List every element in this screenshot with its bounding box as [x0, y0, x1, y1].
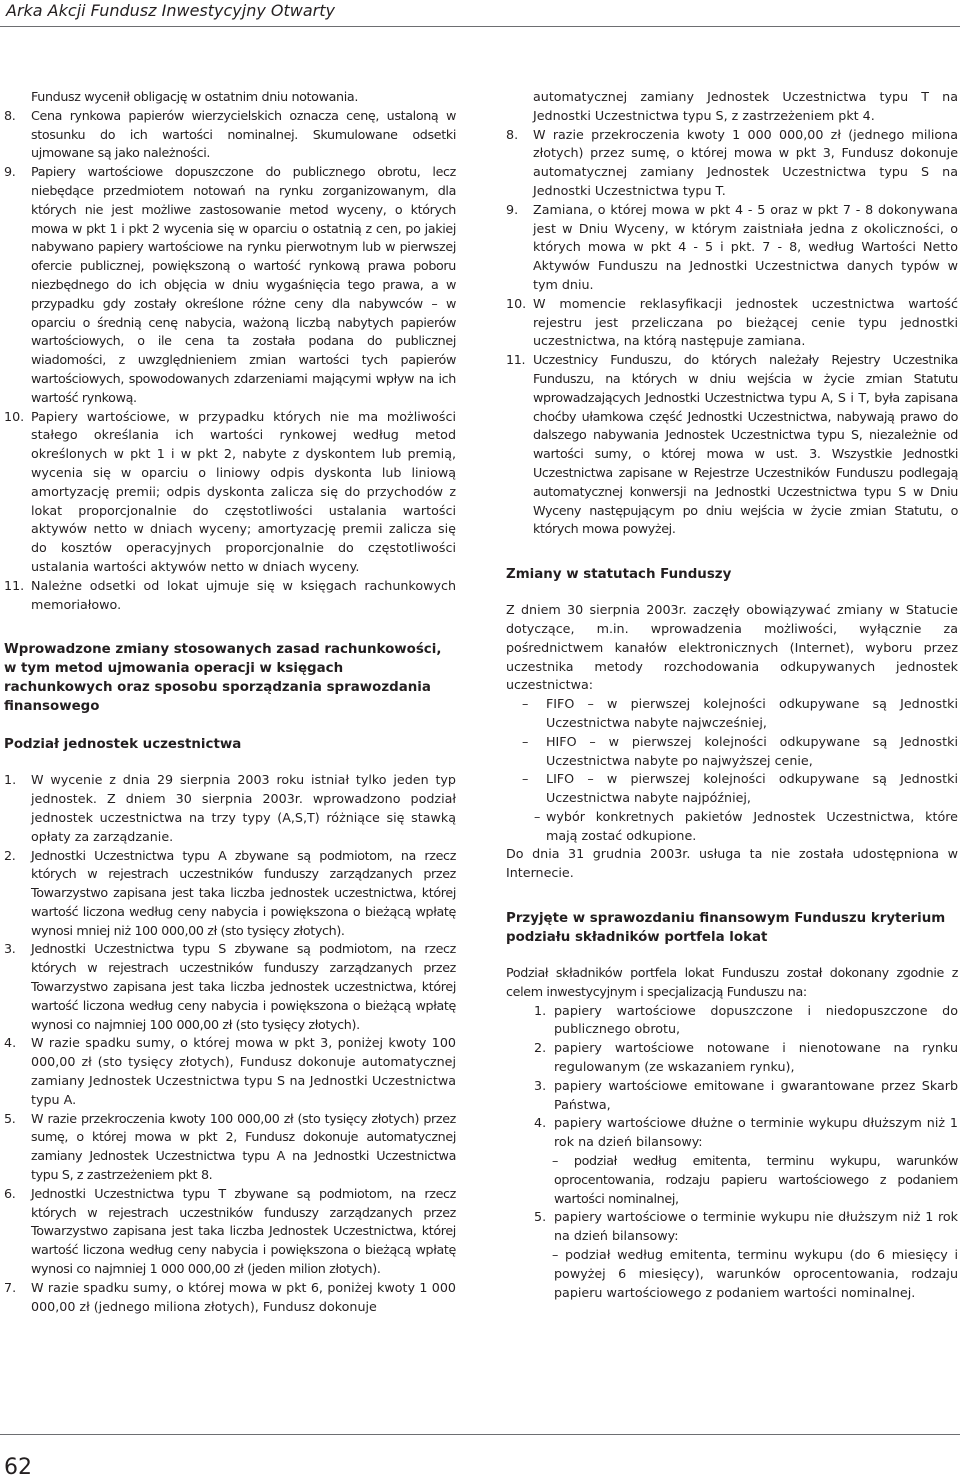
item-text: Jednostki Uczestnictwa typu A zbywane są podmiotom, na rzecz których w rejestrach uczestników funduszy zarządzanych przez Towarzystwo zapisana jest taka liczba jednostek uczestnictwa, której wartość liczona według ceny nabycia i powiększona o bieżącą wpłatę wynosi mniej niż 100 000,00 zł (sto tysięcy złotych). — [31, 847, 456, 938]
item-number: 10. — [4, 408, 25, 424]
list-item — [506, 351, 958, 539]
paragraph-continued: automatycznej zamiany Jednostek Uczestnictwa typu T na Jednostki Uczestnictwa typu S, z zastrzeżeniem pkt 4. — [533, 89, 958, 123]
item-number: 5. — [4, 1110, 16, 1126]
item-text: Jednostki Uczestnictwa typu T zbywane są podmiotom, na rzecz których w rejestrach uczestników funduszy zarządzanych przez Towarzystwo zapisana jest taka liczba Jednostek Uczestnictwa, której wartość liczona według ceny nabycia i powiększona o bieżącą wpłatę wynosi co najmniej 1 000 000,00 zł (jeden milion złotych). — [31, 1185, 456, 1277]
section-heading: Zmiany w statutach Funduszy — [506, 567, 732, 583]
item-number: 10. — [506, 295, 527, 311]
list-item — [506, 1208, 958, 1246]
item-number: 5. — [534, 1209, 547, 1225]
paragraph: Podział składników portfela lokat Funduszu został dokonany zgodnie z celem inwestycyjnym i specjalizacją Funduszu na: — [506, 965, 958, 999]
item-number: 3. — [534, 1077, 547, 1093]
page-number: 62 — [4, 1455, 32, 1480]
item-text: Papiery wartościowe, w przypadku których nie ma możliwości stałego określania ich wartości rynkowej według metod określonych w pkt 1 i w pkt 2, nabyte z dyskontem lub premią, wycenia się w oparciu o liniowy odpis dyskonta lub liniową amortyzację premii; odpis dyskonta zalicza się do przychodów z lokat proporcjonalnie do częstotliwości ustalania wartości aktywów netto w dniach wyceny; amortyzację premii zalicza się do kosztów operacyjnych proporcjonalnie do częstotliwości ustalania wartości aktywów netto w dniach wyceny. — [31, 408, 456, 574]
item-text: papiery wartościowe dłużne o terminie wykupu dłuższym niż 1 rok na dzień bilansowy: — [554, 1115, 958, 1150]
list-item — [4, 1279, 456, 1317]
item-text: FIFO – w pierwszej kolejności odkupywane są Jednostki Uczestnictwa nabyte najwcześniej, — [546, 696, 958, 730]
item-number: 11. — [4, 577, 25, 593]
list-item — [4, 1034, 456, 1109]
page-header — [0, 0, 960, 27]
item-text: Jednostki Uczestnictwa typu S zbywane są podmiotom, na rzecz których w rejestrach uczestników funduszy zarządzanych przez Towarzystwo zapisana jest taka liczba jednostek uczestnictwa, której wartość liczona według ceny nabycia i powiększona o bieżącą wpłatę wynosi co najmniej 100 000,00 zł (sto tysięcy złotych). — [31, 941, 456, 1032]
item-text: W razie przekroczenia kwoty 1 000 000,00 zł (jednego miliona złotych) przez sumę, o której mowa w pkt 3, Fundusz dokonuje automatycznej zamiany Jednostek Uczestnictwa typu S na Jednostki Uczestnictwa typu T. — [533, 126, 958, 198]
dash-bullet: – — [534, 808, 541, 824]
item-text: LIFO – w pierwszej kolejności odkupywane są Jednostki Uczestnictwa nabyte najpóźniej, — [546, 771, 958, 806]
list-item — [4, 107, 456, 163]
item-number: 9. — [4, 164, 16, 180]
list-item — [506, 295, 958, 351]
item-number: 7. — [4, 1279, 17, 1295]
list-item — [506, 126, 958, 201]
section-heading: Wprowadzone zmiany stosowanych zasad rachunkowości, w tym metod ujmowania operacji w księgach rachunkowych oraz sposobu sporządzania sprawozdania finansowego — [4, 642, 442, 715]
left-column — [4, 88, 456, 1316]
list-item — [4, 408, 456, 577]
dash-bullet: – — [522, 771, 529, 787]
paragraph-intro: Fundusz wycenił obligację w ostatnim dniu notowania. — [31, 89, 359, 104]
list-item — [506, 1002, 958, 1040]
list-item — [506, 1077, 958, 1115]
item-text: papiery wartościowe emitowane i gwarantowane przez Skarb Państwa, — [554, 1077, 958, 1112]
list-item — [4, 577, 456, 615]
header-title: Arka Akcji Fundusz Inwestycyjny Otwarty — [6, 1, 335, 20]
item-number: 1. — [4, 772, 17, 788]
item-text: W momencie reklasyfikacji jednostek uczestnictwa wartość rejestru jest przeliczana po bieżącej cenie typu jednostki uczestnictwa, na którą następuje zamiana. — [533, 295, 958, 349]
list-item — [506, 733, 958, 771]
item-text: papiery wartościowe notowane i nienotowane na rynku regulowanym (ze wskazaniem rynku), — [554, 1040, 958, 1075]
sub-item: – podział według emitenta, terminu wykupu, warunków oprocentowania, rodzaju papieru wartościowego z podaniem wartości nominalnej, — [552, 1153, 958, 1206]
item-text: W razie spadku sumy, o której mowa w pkt 3, poniżej kwoty 100 000,00 zł (sto tysięcy złotych), Fundusz dokonuje automatycznej zamiany Jednostek Uczestnictwa typu S na Jednostki Uczestnictwa typu A. — [31, 1035, 456, 1107]
list-item — [506, 808, 958, 846]
sub-item: – podział według emitenta, terminu wykupu (do 6 miesięcy i powyżej 6 miesięcy), warunków oprocentowania, rodzaju papieru wartościowego z podaniem wartości nominalnej. — [552, 1247, 958, 1300]
list-item — [4, 771, 456, 846]
item-text: HIFO – w pierwszej kolejności odkupywane są Jednostki Uczestnictwa nabyte po najwyższej cenie, — [546, 733, 958, 768]
list-item — [4, 940, 456, 1034]
list-item — [506, 1114, 958, 1152]
paragraph: Do dnia 31 grudnia 2003r. usługa ta nie została udostępniona w Internecie. — [506, 846, 958, 881]
item-number: 2. — [4, 847, 16, 863]
list-item — [4, 847, 456, 941]
item-number: 8. — [4, 107, 16, 123]
item-text: Należne odsetki od lokat ujmuje się w księgach rachunkowych memoriałowo. — [31, 577, 456, 612]
item-number: 9. — [506, 201, 519, 217]
dash-bullet: – — [522, 733, 529, 749]
item-text: W razie spadku sumy, o której mowa w pkt 6, poniżej kwoty 1 000 000,00 zł (jednego miliona złotych), Fundusz dokonuje — [31, 1279, 456, 1314]
item-number: 11. — [506, 352, 526, 368]
item-text: wybór konkretnych pakietów Jednostek Uczestnictwa, które mają zostać odkupione. — [546, 808, 958, 843]
item-number: 3. — [4, 941, 16, 957]
footer-divider — [0, 1434, 960, 1435]
paragraph: Z dniem 30 sierpnia 2003r. zaczęły obowiązywać zmiany w Statucie dotyczące, m.in. wprowadzenia możliwości, wyłącznie za pośrednictwem kanałów elektronicznych (Internet), wyboru przez uczestnika metody rozchodowania odkupywanych jednostek uczestnictwa: — [506, 602, 958, 693]
list-item — [506, 1039, 958, 1077]
right-column — [506, 88, 958, 1302]
item-number: 8. — [506, 126, 519, 142]
list-item — [4, 1185, 456, 1279]
item-number: 6. — [4, 1185, 16, 1201]
item-text: Zamiana, o której mowa w pkt 4 - 5 oraz w pkt 7 - 8 dokonywana jest w Dniu Wyceny, w którym zaistniała jedna z okoliczności, o których mowa w pkt 4 - 5 i pkt. 7 - 8, według Wartości Netto Aktywów Funduszu na Jednostki Uczestnictwa danych typów w tym dniu. — [533, 201, 958, 292]
list-item — [506, 201, 958, 295]
dash-bullet: – — [522, 696, 529, 712]
section-heading: Podział jednostek uczestnictwa — [4, 737, 242, 753]
item-number: 4. — [534, 1115, 547, 1131]
item-text: Papiery wartościowe dopuszczone do publicznego obrotu, lecz niebędące przedmiotem notowań na rynku zorganizowanym, dla których nie jest możliwe zastosowanie metod wyceny, o których mowa w pkt 1 i pkt 2 wycenia się w oparciu o ostatnią z cen, po jakiej nabywano papiery wartościowe na rynku pierwotnym lub w pierwszej ofercie publicznej, powiększoną o wartość rynkową prawa poboru niezbędnego do ich objęcia w dniu wygaśnięcia tego prawa, a w przypadku gdy zostały określone różne ceny dla nabywców – w oparciu o średnią cenę nabycia, ważoną liczbą nabytych papierów wartościowych, o ile cena ta została podana do publicznej wiadomości, z uwzględnieniem zmian wartości tych papierów wartościowych, spowodowanych zdarzeniami mającymi wpływ na ich wartość rynkową. — [31, 164, 456, 405]
portfolio-list — [506, 1002, 958, 1303]
item-text: papiery wartościowe dopuszczone i niedopuszczone do publicznego obrotu, — [554, 1002, 958, 1037]
list-item — [506, 770, 958, 808]
list-item — [4, 1110, 456, 1185]
list-item — [4, 163, 456, 407]
item-number: 4. — [4, 1035, 17, 1051]
item-text: papiery wartościowe o terminie wykupu nie dłuższym niż 1 rok na dzień bilansowy: — [554, 1209, 958, 1244]
item-text: W wycenie z dnia 29 sierpnia 2003 roku istniał tylko jeden typ jednostek. Z dniem 30 sierpnia 2003r. wprowadzono podział jednostek uczestnictwa na trzy typy (A,S,T) różniące się stawką opłaty za zarządzanie. — [31, 772, 456, 844]
item-number: 2. — [534, 1040, 547, 1056]
item-text: Uczestnicy Funduszu, do których należały Rejestry Uczestnika Funduszu, na których w dniu wejścia w życie zmian Statutu wprowadzających Jednostki Uczestnictwa typu A, S i T, była zapisana choćby ułamkowa część Jednostki Uczestnictwa, nabywają prawo do dalszego nabywania Jednostek Uczestnictwa typu S, niezależnie od wartości sumy, o której mowa w ust. 3. Wszystkie Jednostki Uczestnictwa zapisane w Rejestrze Uczestników Funduszu podlegają automatycznej konwersji na Jednostki Uczestnictwa typu S w Dniu Wyceny następującym po dniu wejścia w życie zmian Statutu, o których mowa powyżej. — [533, 352, 958, 537]
item-text: Cena rynkowa papierów wierzycielskich oznacza cenę, ustaloną w stosunku do ich wartości nominalnej. Skumulowane odsetki ujmowane są jako należności. — [31, 107, 456, 161]
item-text: W razie przekroczenia kwoty 100 000,00 zł (sto tysięcy złotych) przez sumę, o której mowa w pkt 2, Fundusz dokonuje automatycznej zamiany Jednostek Uczestnictwa typu A na Jednostki Uczestnictwa typu S, z zastrzeżeniem pkt 8. — [31, 1110, 456, 1183]
item-number: 1. — [534, 1002, 547, 1018]
list-item — [506, 695, 958, 733]
section-heading: Przyjęte w sprawozdaniu finansowym Funduszu kryterium podziału składników portfela lokat — [506, 911, 946, 946]
